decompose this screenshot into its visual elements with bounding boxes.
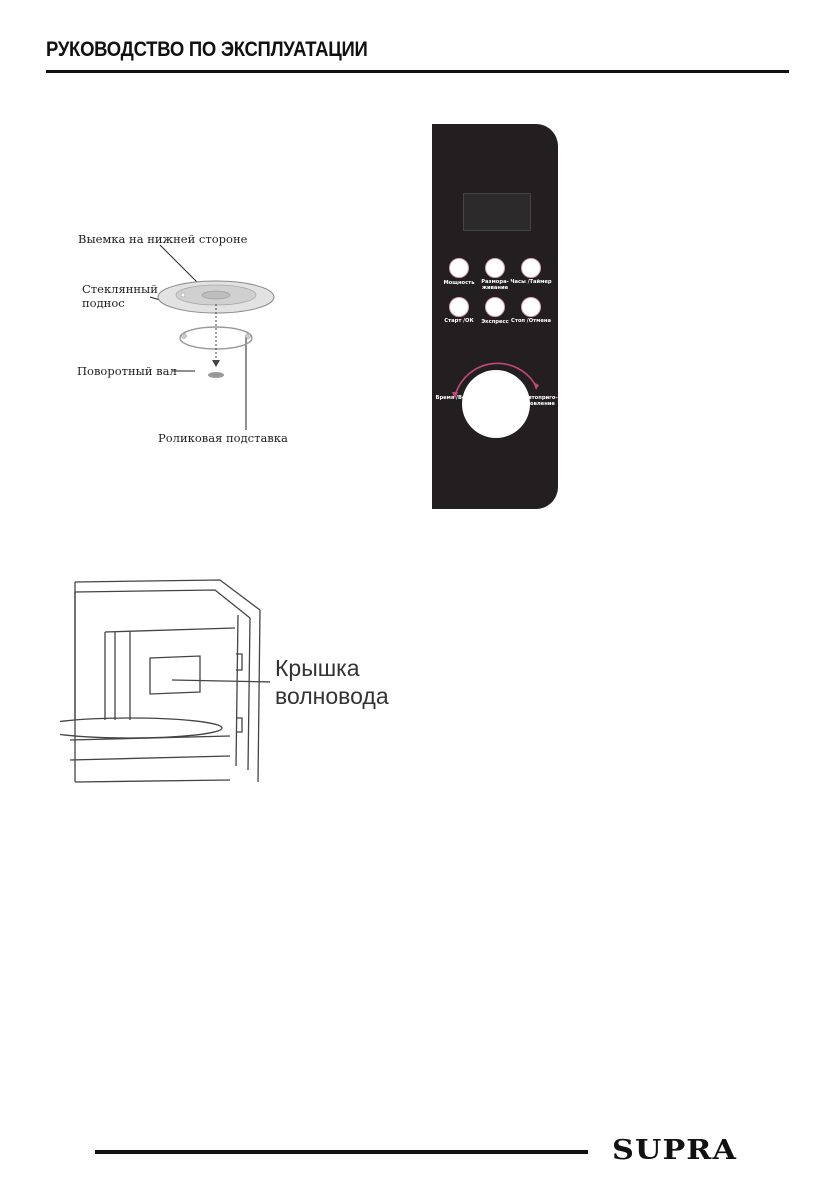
dial-arc bbox=[432, 124, 558, 509]
label-shaft: Поворотный вал bbox=[77, 364, 177, 378]
waveguide-label-line1: Крышка bbox=[275, 655, 360, 681]
waveguide-illustration bbox=[60, 570, 270, 790]
label-start: Старт /ОК bbox=[444, 318, 474, 324]
label-notch: Выемка на нижней стороне bbox=[78, 232, 248, 246]
label-express: Экспресс bbox=[481, 319, 509, 325]
page-title: РУКОВОДСТВО ПО ЭКСПЛУАТАЦИИ bbox=[46, 38, 368, 61]
header-rule bbox=[46, 70, 789, 73]
control-panel bbox=[432, 124, 558, 509]
label-power: Мощность bbox=[443, 280, 475, 286]
label-glass-tray-2: поднос bbox=[82, 296, 125, 310]
label-roller: Роликовая подставка bbox=[158, 431, 288, 445]
label-clock-timer: Часы /Таймер bbox=[510, 279, 552, 285]
label-auto-cook: Автоприго-товление bbox=[524, 395, 558, 407]
label-time-weight: Время /Вес bbox=[435, 395, 469, 401]
label-defrost: Размора-живание bbox=[481, 279, 509, 291]
turntable-illustration bbox=[60, 240, 300, 440]
waveguide-label bbox=[275, 654, 389, 710]
label-glass-tray-1: Стеклянный bbox=[82, 282, 158, 296]
footer-rule bbox=[95, 1150, 588, 1154]
dial-knob bbox=[462, 370, 530, 438]
waveguide-label-line2: волновода bbox=[275, 683, 389, 709]
label-stop: Стоп /Отмена bbox=[511, 318, 551, 324]
brand-logo: SUPRA bbox=[612, 1135, 738, 1166]
